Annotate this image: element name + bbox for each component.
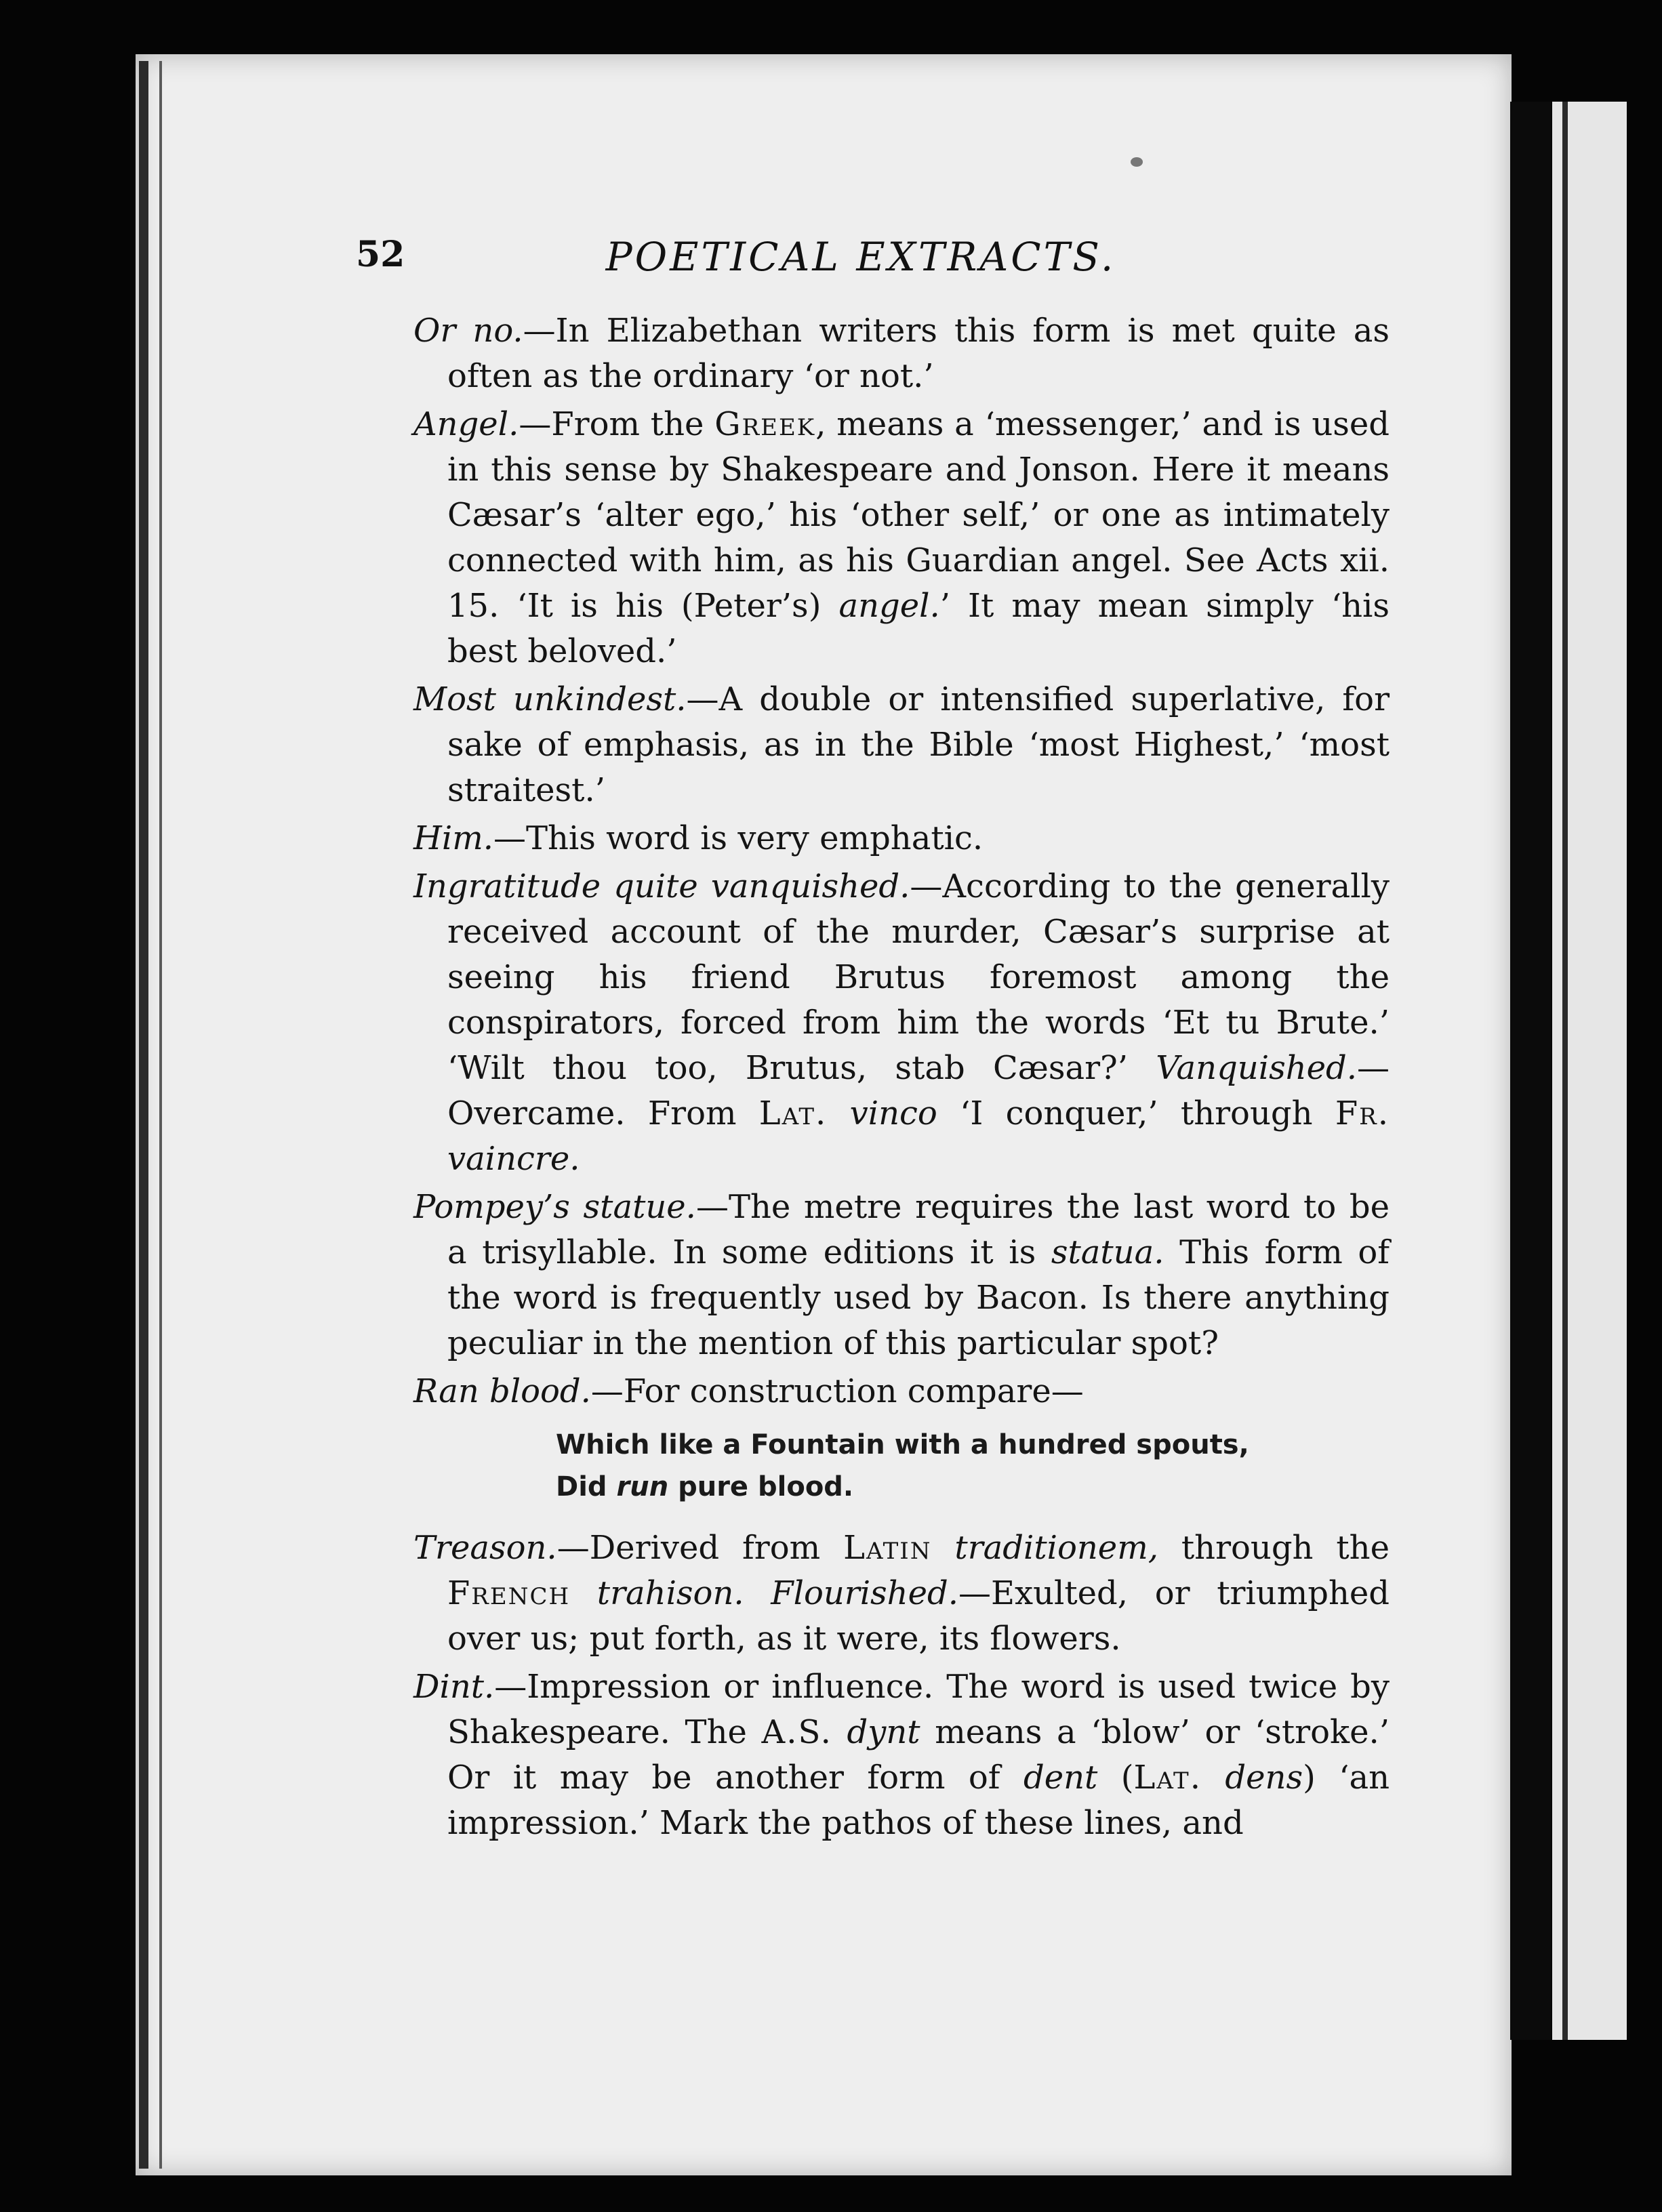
facing-page-edge [1510,102,1551,2040]
italic-word: statua. [1051,1233,1164,1271]
note-entry [413,816,1390,861]
note-term: Ran blood. [413,1372,591,1410]
note-entry [413,308,1390,399]
note-entry [413,1525,1390,1662]
italic-word: trahison. [596,1574,744,1612]
language-label: French [447,1574,571,1612]
note-text: —In Elizabethan writers this form is met quite as often as the ordinary ‘or not.’ [447,312,1390,395]
note-text [744,1574,771,1612]
running-title: POETICAL EXTRACTS. [605,234,1116,280]
quote-text: pure blood. [668,1471,854,1502]
note-term: Dint. [413,1668,495,1706]
note-term: Ingratitude quite vanquished. [413,867,910,905]
note-text [1202,1759,1225,1797]
language-label: Latin [843,1529,932,1567]
note-entry [413,1664,1390,1846]
note-text: means a ‘blow’ or ‘stroke.’ Or it may be another form of [447,1713,1390,1797]
note-text: through the [1158,1529,1390,1567]
language-label: Greek [714,405,816,443]
language-label: Lat. [1133,1759,1202,1797]
note-text: ’ It may mean simply ‘his best beloved.’ [447,587,1390,670]
quote-line: Which like a Fountain with a hundred spouts, [556,1429,1249,1460]
page-gutter-shadow [139,61,148,2169]
note-entry [413,1369,1390,1414]
note-text [832,1713,847,1751]
italic-word: dent [1023,1759,1098,1797]
facing-page-line [1562,102,1568,2040]
language-label: Fr. [1335,1094,1390,1132]
note-text: —Exulted, or triumphed over us; put forth, as it were, its flowers. [447,1574,1390,1658]
note-text [932,1529,955,1567]
quote-text: Did [556,1471,617,1502]
notes-body [413,308,1390,1849]
italic-word: vinco [849,1094,937,1132]
italic-word: dynt [847,1713,920,1751]
note-entry [413,864,1390,1182]
italic-word: vaincre. [447,1140,580,1178]
note-entry [413,1185,1390,1366]
note-text: ) ‘an impression.’ Mark the pathos of these lines, and [447,1759,1390,1842]
note-text [827,1094,849,1132]
note-text: —A double or intensified superlative, for sake of emphasis, as in the Bible ‘most Highest,’ ‘most straitest.’ [447,680,1390,809]
note-text: —Derived from [556,1529,844,1567]
note-text: —According to the generally received account of the murder, Cæsar’s surprise at seeing his friend Brutus foremost among the conspirators, forced from him the words ‘Et tu Brute.’ ‘Wilt thou too, Brutus, stab Cæsar?’ [447,867,1390,1087]
language-label: A.S. [761,1713,832,1751]
note-text: —Impression or influence. The word is used twice by Shakespeare. The [447,1668,1390,1751]
note-term: Or no. [413,312,523,350]
italic-word: traditionem, [954,1529,1158,1567]
note-text: —The metre requires the last word to be a trisyllable. In some editions it is [447,1188,1390,1271]
note-term: Him. [413,819,493,857]
note-text: ( [1097,1759,1134,1797]
note-text: This form of the word is frequently used by Bacon. Is there anything peculiar in the mention of this particular spot? [447,1233,1390,1362]
note-text: —From the [519,405,715,443]
block-quote [556,1424,1390,1508]
note-text: —For construction compare— [590,1372,1084,1410]
page-gutter-line [159,61,162,2169]
italic-word: angel. [838,587,940,625]
page-number: 52 [356,234,405,275]
italic-word: dens [1225,1759,1303,1797]
note-text: , means a ‘messenger,’ and is used in this sense by Shakespeare and Jonson. Here it means Cæsar’s ‘alter ego,’ his ‘other self,’ or one as intimately connected with him, as his Guardian angel. See Acts xii. 15. ‘It is his (Peter’s) [447,405,1390,625]
note-term: Most unkindest. [413,680,687,718]
note-entry [413,677,1390,813]
note-text: ‘I conquer,’ through [937,1094,1335,1132]
scan-speck [1131,157,1143,167]
italic-word: run [616,1471,669,1502]
note-text: —Overcame. From [447,1049,1390,1132]
note-term: Angel. [413,405,519,443]
italic-word: Vanquished. [1156,1049,1357,1087]
note-term: Treason. [413,1529,557,1567]
quote-line [556,1466,1390,1508]
italic-word: Flourished. [771,1574,958,1612]
note-entry [413,402,1390,674]
note-text: —This word is very emphatic. [493,819,984,857]
language-label: Lat. [758,1094,828,1132]
note-text [570,1574,597,1612]
note-term: Pompey’s statue. [413,1188,696,1226]
